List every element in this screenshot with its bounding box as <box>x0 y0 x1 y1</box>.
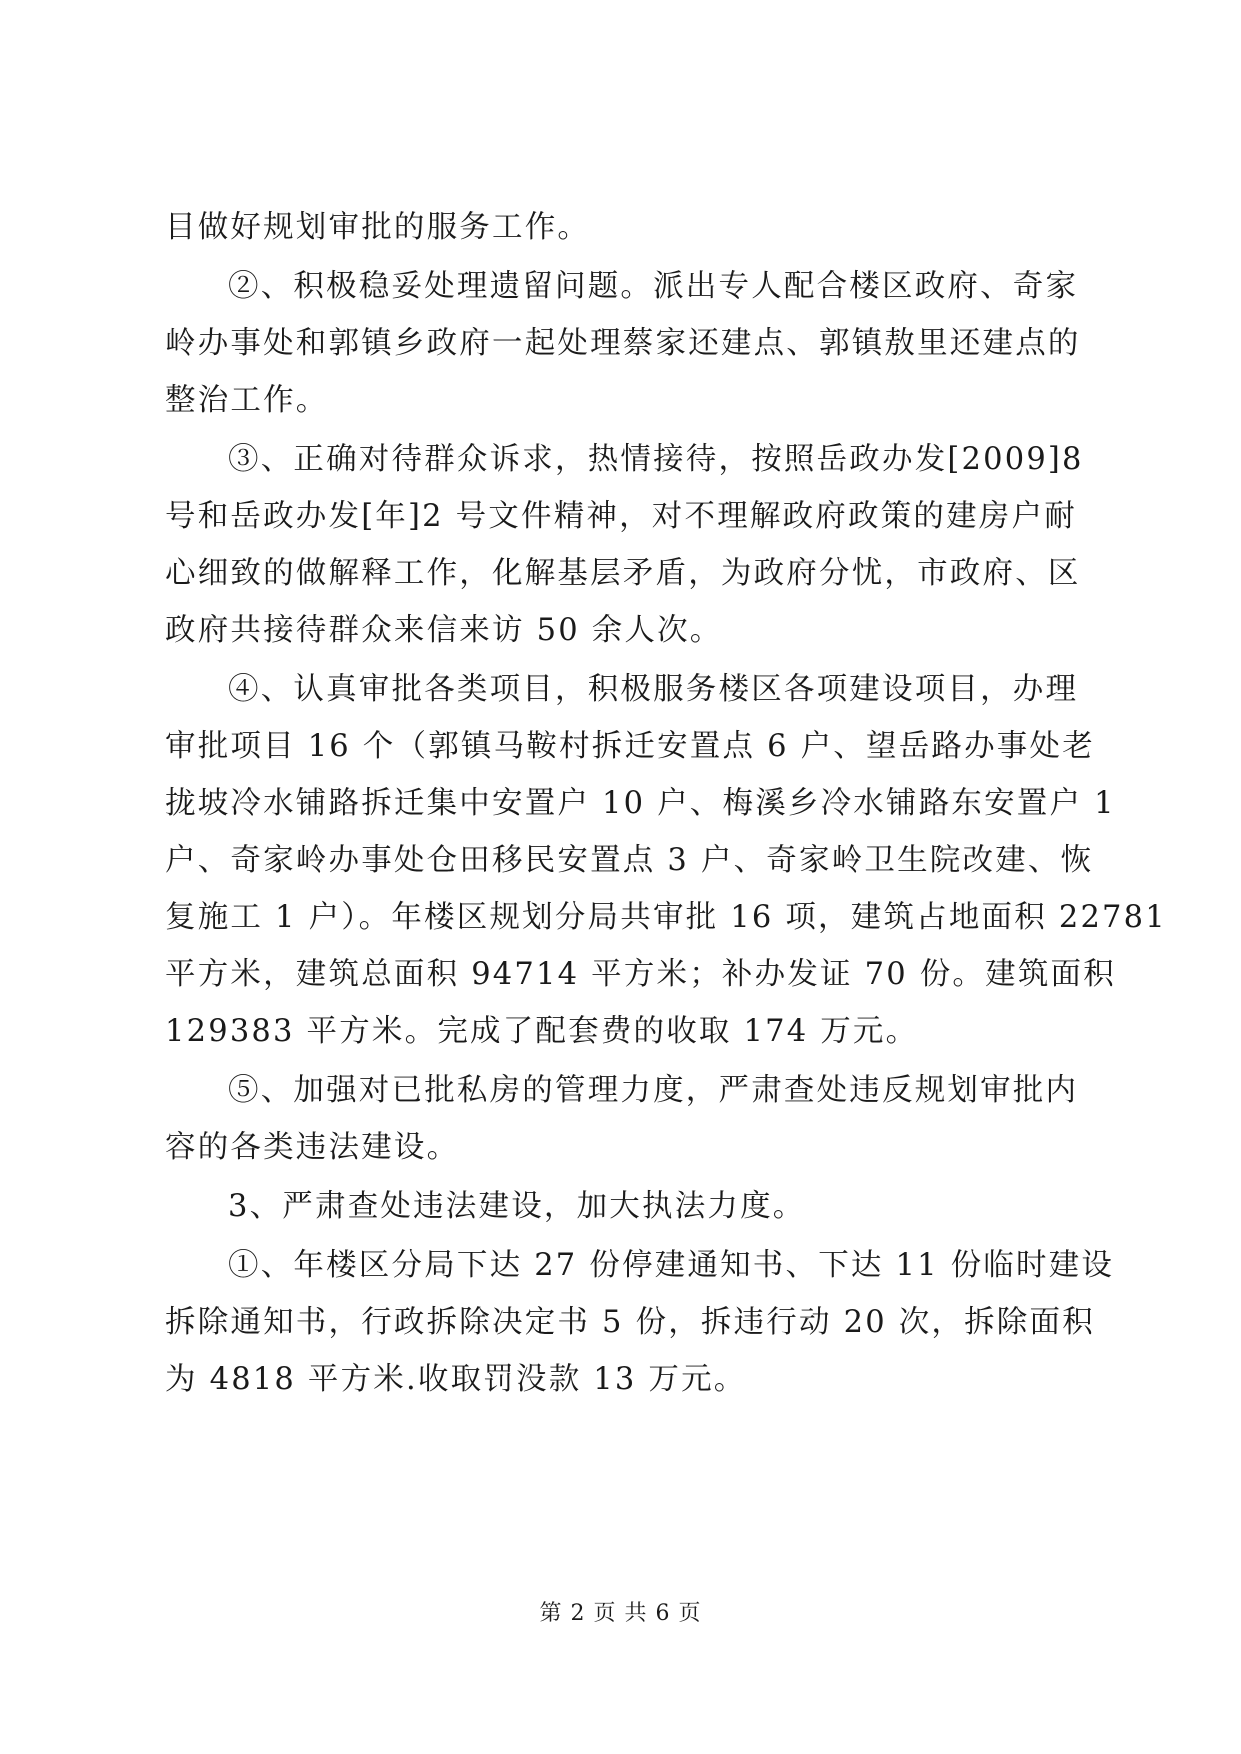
text-line: ④、认真审批各类项目，积极服务楼区各项建设项目，办理 <box>228 672 1079 707</box>
text-line: 整治工作。 <box>165 383 329 418</box>
text-line: 3、严肃查处违法建设，加大执法力度。 <box>228 1189 806 1224</box>
text-line: ③、正确对待群众诉求，热情接待，按照岳政办发[2009]8 <box>228 442 1084 477</box>
text-line: ⑤、加强对已批私房的管理力度，严肃查处违反规划审批内 <box>228 1073 1079 1108</box>
page-footer <box>0 1599 1241 1629</box>
text-line: 拢坡冷水铺路拆迁集中安置户 10 户、梅溪乡冷水铺路东安置户 1 <box>165 786 1116 821</box>
text-line: 为 4818 平方米.收取罚没款 13 万元。 <box>165 1362 747 1397</box>
text-line: 户、奇家岭办事处仓田移民安置点 3 户、奇家岭卫生院改建、恢 <box>165 843 1094 878</box>
text-line: 政府共接待群众来信来访 50 余人次。 <box>165 613 723 648</box>
page-number-label: 第 2 页 共 6 页 <box>539 1601 702 1626</box>
text-line: 目做好规划审批的服务工作。 <box>165 210 591 245</box>
text-line: 容的各类违法建设。 <box>165 1130 460 1165</box>
text-line: 号和岳政办发[年]2 号文件精神，对不理解政府政策的建房户耐 <box>165 499 1077 534</box>
text-line: 岭办事处和郭镇乡政府一起处理蔡家还建点、郭镇敖里还建点的 <box>165 326 1081 361</box>
text-line: 拆除通知书，行政拆除决定书 5 份，拆违行动 20 次，拆除面积 <box>165 1305 1095 1340</box>
text-line: ①、年楼区分局下达 27 份停建通知书、下达 11 份临时建设 <box>228 1248 1115 1283</box>
text-line: 129383 平方米。完成了配套费的收取 174 万元。 <box>165 1014 919 1049</box>
text-line: ②、积极稳妥处理遗留问题。派出专人配合楼区政府、奇家 <box>228 269 1079 304</box>
text-line: 复施工 1 户）。年楼区规划分局共审批 16 项，建筑占地面积 22781 <box>165 900 1167 935</box>
text-line: 平方米，建筑总面积 94714 平方米；补办发证 70 份。建筑面积 <box>165 957 1116 992</box>
text-line: 心细致的做解释工作，化解基层矛盾，为政府分忧，市政府、区 <box>165 556 1081 591</box>
text-line: 审批项目 16 个（郭镇马鞍村拆迁安置点 6 户、望岳路办事处老 <box>165 729 1095 764</box>
